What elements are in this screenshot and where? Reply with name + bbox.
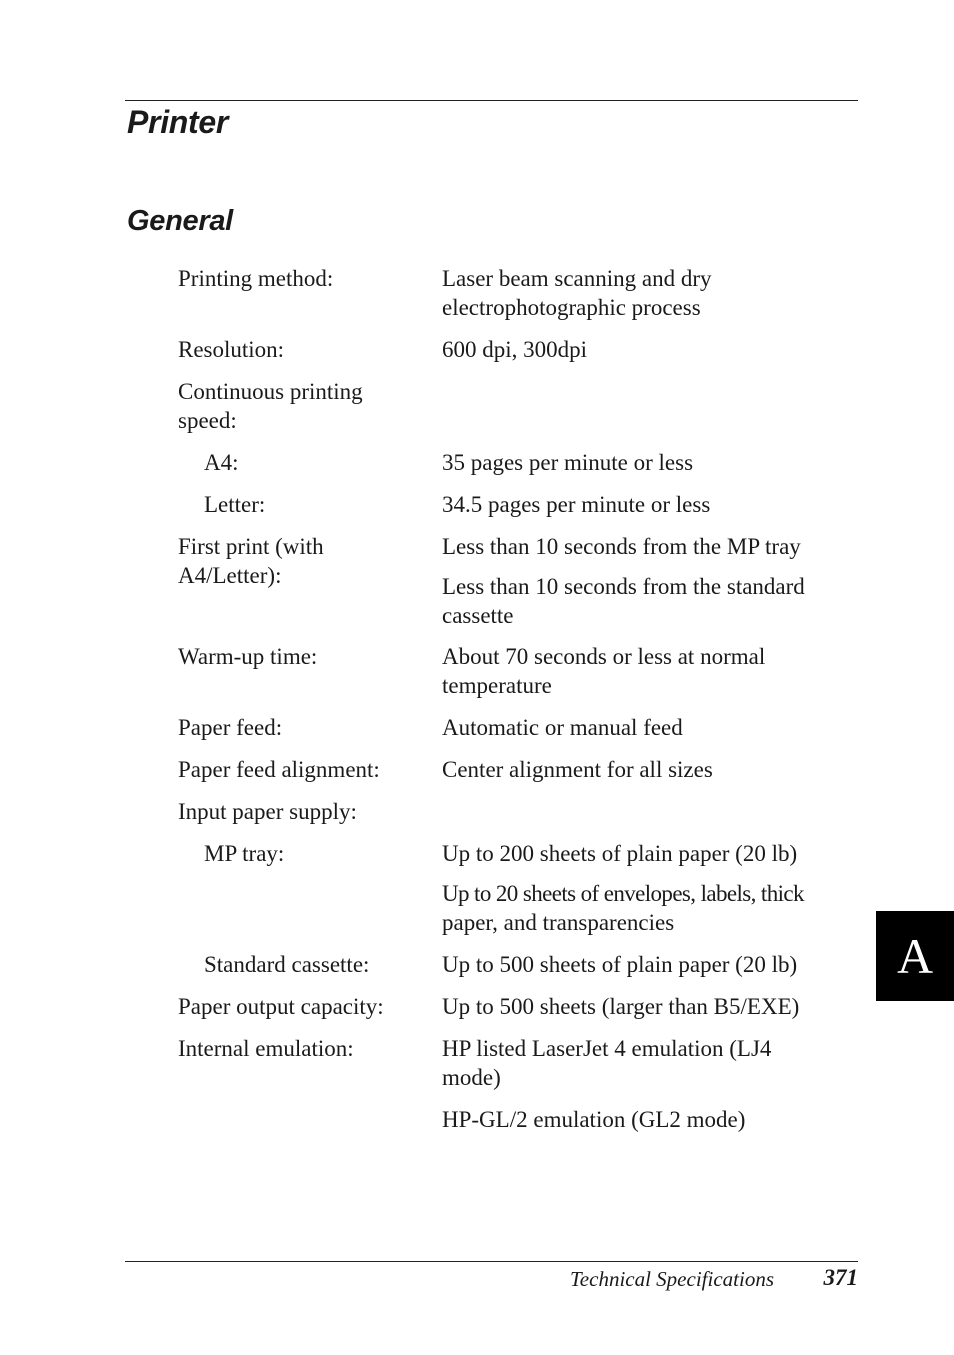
spec-label: Internal emulation: <box>178 1036 354 1061</box>
spec-value: Laser beam scanning and dry <box>442 266 712 291</box>
spec-label: Paper feed: <box>178 715 283 740</box>
spec-value: cassette <box>442 603 514 628</box>
spec-value: Less than 10 seconds from the standard <box>442 574 805 599</box>
spec-label: First print (with <box>178 534 324 559</box>
spec-value: HP-GL/2 emulation (GL2 mode) <box>442 1107 746 1132</box>
spec-value: Up to 500 sheets of plain paper (20 lb) <box>442 952 798 977</box>
spec-value: temperature <box>442 673 552 698</box>
section-heading: General <box>127 205 233 237</box>
spec-value: paper, and transparencies <box>442 910 675 935</box>
bottom-rule <box>125 1261 858 1262</box>
spec-label: Warm-up time: <box>178 644 318 669</box>
spec-value: Less than 10 seconds from the MP tray <box>442 534 801 559</box>
spec-label: Standard cassette: <box>204 952 370 977</box>
spec-value: Center alignment for all sizes <box>442 757 713 782</box>
spec-label: Input paper supply: <box>178 799 357 824</box>
spec-value: About 70 seconds or less at normal <box>442 644 766 669</box>
page-heading: Printer <box>127 104 229 140</box>
spec-value: Up to 20 sheets of envelopes, labels, thick <box>442 881 804 906</box>
spec-value: 600 dpi, 300dpi <box>442 337 588 362</box>
spec-value: Automatic or manual feed <box>442 715 683 740</box>
spec-value: HP listed LaserJet 4 emulation (LJ4 <box>442 1036 772 1061</box>
spec-value: 35 pages per minute or less <box>442 450 694 475</box>
spec-label: Paper feed alignment: <box>178 757 380 782</box>
top-rule <box>125 100 858 101</box>
spec-label: Printing method: <box>178 266 334 291</box>
spec-label: Continuous printing <box>178 379 363 404</box>
page-number: 371 <box>823 1265 858 1290</box>
spec-label: speed: <box>178 408 237 433</box>
footer-section-title: Technical Specifications <box>570 1267 774 1291</box>
spec-label: Paper output capacity: <box>178 994 384 1019</box>
spec-value: mode) <box>442 1065 501 1090</box>
spec-value: Up to 500 sheets (larger than B5/EXE) <box>442 994 800 1019</box>
spec-label: Resolution: <box>178 337 285 362</box>
spec-label: A4/Letter): <box>178 563 282 588</box>
spec-label: A4: <box>204 450 239 475</box>
appendix-tab: A <box>876 911 954 1001</box>
spec-label: Letter: <box>204 492 266 517</box>
spec-value: 34.5 pages per minute or less <box>442 492 711 517</box>
spec-value: electrophotographic process <box>442 295 701 320</box>
spec-value: Up to 200 sheets of plain paper (20 lb) <box>442 841 798 866</box>
spec-label: MP tray: <box>204 841 285 866</box>
